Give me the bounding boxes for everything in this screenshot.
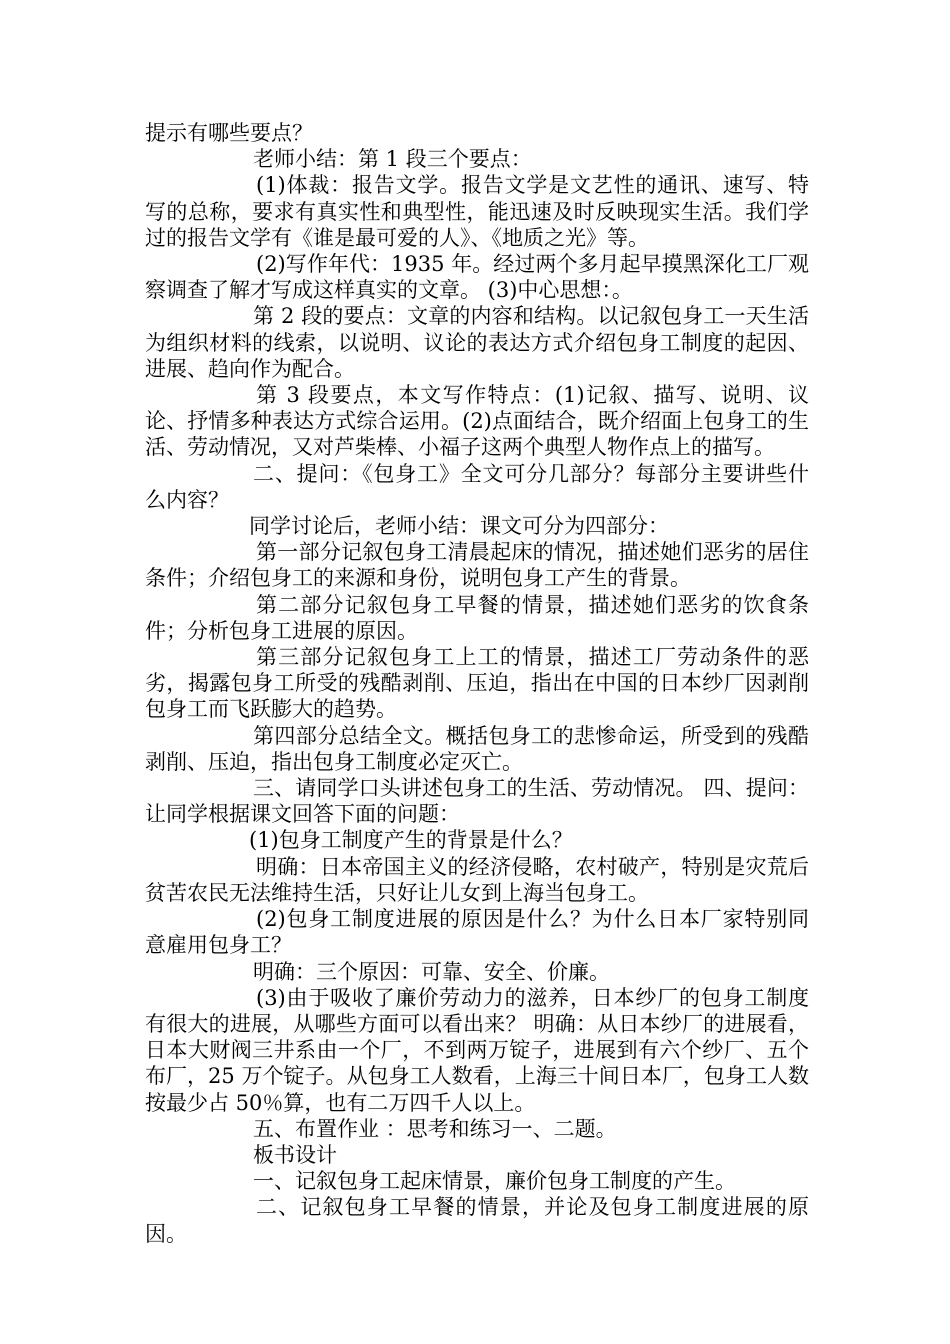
paragraph-16: (2)包身工制度进展的原因是什么？为什么日本厂家特别同意雇用包身工？ (145, 907, 809, 958)
paragraph-22: 二、记叙包身工早餐的情景，并论及包身工制度进展的原因。 (145, 1195, 809, 1246)
paragraph-1: 提示有哪些要点？ (145, 121, 313, 145)
paragraph-11: 第三部分记叙包身工上工的情景，描述工厂劳动条件的恶劣，揭露包身工所受的残酷剥削、压迫，指出在中国的日本纱厂因剥削包身工而飞跃膨大的趋势。 (145, 645, 809, 722)
paragraph-18: (3)由于吸收了廉价劳动力的滋养，日本纱厂的包身工制度有很大的进展，从哪些方面可以看出来？ 明确：从日本纱厂的进展看，日本大财阀三井系由一个厂，不到两万锭子，进展到有六个纱厂、五个布厂，25 万个锭子。从包身工人数看，上海三十间日本厂，包身工人数按最少占 50％算，也有二万四千人以上。 (145, 985, 809, 1115)
paragraph-9: 第一部分记叙包身工清晨起床的情况，描述她们恶劣的居住条件；介绍包身工的来源和身份，说明包身工产生的背景。 (145, 540, 809, 591)
document-body (145, 120, 809, 1247)
paragraph-3: (1)体裁：报告文学。报告文学是文艺性的通讯、速写、特写的总称，要求有真实性和典型性，能迅速及时反映现实生活。我们学过的报告文学有《谁是最可爱的人》、《地质之光》等。 (145, 173, 809, 250)
paragraph-8: 同学讨论后，老师小结：课文可分为四部分： (249, 514, 669, 539)
paragraph-20: 板书设计 (253, 1142, 337, 1167)
paragraph-19: 五、布置作业 ：思考和练习一、二题。 (253, 1116, 617, 1141)
paragraph-15: 明确：日本帝国主义的经济侵略，农村破产，特别是灾荒后贫苦农民无法维持生活，只好让儿女到上海当包身工。 (145, 854, 809, 905)
paragraph-12: 第四部分总结全文。概括包身工的悲惨命运，所受到的残酷剥削、压迫，指出包身工制度必定灭亡。 (145, 723, 809, 774)
paragraph-10: 第二部分记叙包身工早餐的情景，描述她们恶劣的饮食条件；分析包身工进展的原因。 (145, 592, 809, 643)
paragraph-6: 第 3 段要点，本文写作特点：(1)记叙、描写、说明、议论、抒情多种表达方式综合运用。(2)点面结合，既介绍面上包身工的生活、劳动情况，又对芦柴棒、小福子这两个典型人物作点上的描写。 (145, 383, 809, 460)
paragraph-4: (2)写作年代：1935 年。经过两个多月起早摸黑深化工厂观察调查了解才写成这样真实的文章。 (3)中心思想：。 (145, 252, 809, 303)
paragraph-7: 二、提问：《包身工》全文可分几部分？每部分主要讲些什么内容？ (145, 461, 809, 512)
paragraph-5: 第 2 段的要点：文章的内容和结构。以记叙包身工一天生活为组织材料的线索，以说明、议论的表达方式介绍包身工制度的起因、进展、趋向作为配合。 (145, 304, 809, 381)
paragraph-21: 一、记叙包身工起床情景，廉价包身工制度的产生。 (253, 1169, 736, 1194)
paragraph-14: (1)包身工制度产生的背景是什么？ (249, 828, 573, 853)
paragraph-13: 三、请同学口头讲述包身工的生活、劳动情况。 四、提问：让同学根据课文回答下面的问题： (145, 776, 809, 827)
paragraph-17: 明确：三个原因：可靠、安全、价廉。 (253, 959, 610, 984)
paragraph-2: 老师小结：第 1 段三个要点： (253, 147, 532, 172)
